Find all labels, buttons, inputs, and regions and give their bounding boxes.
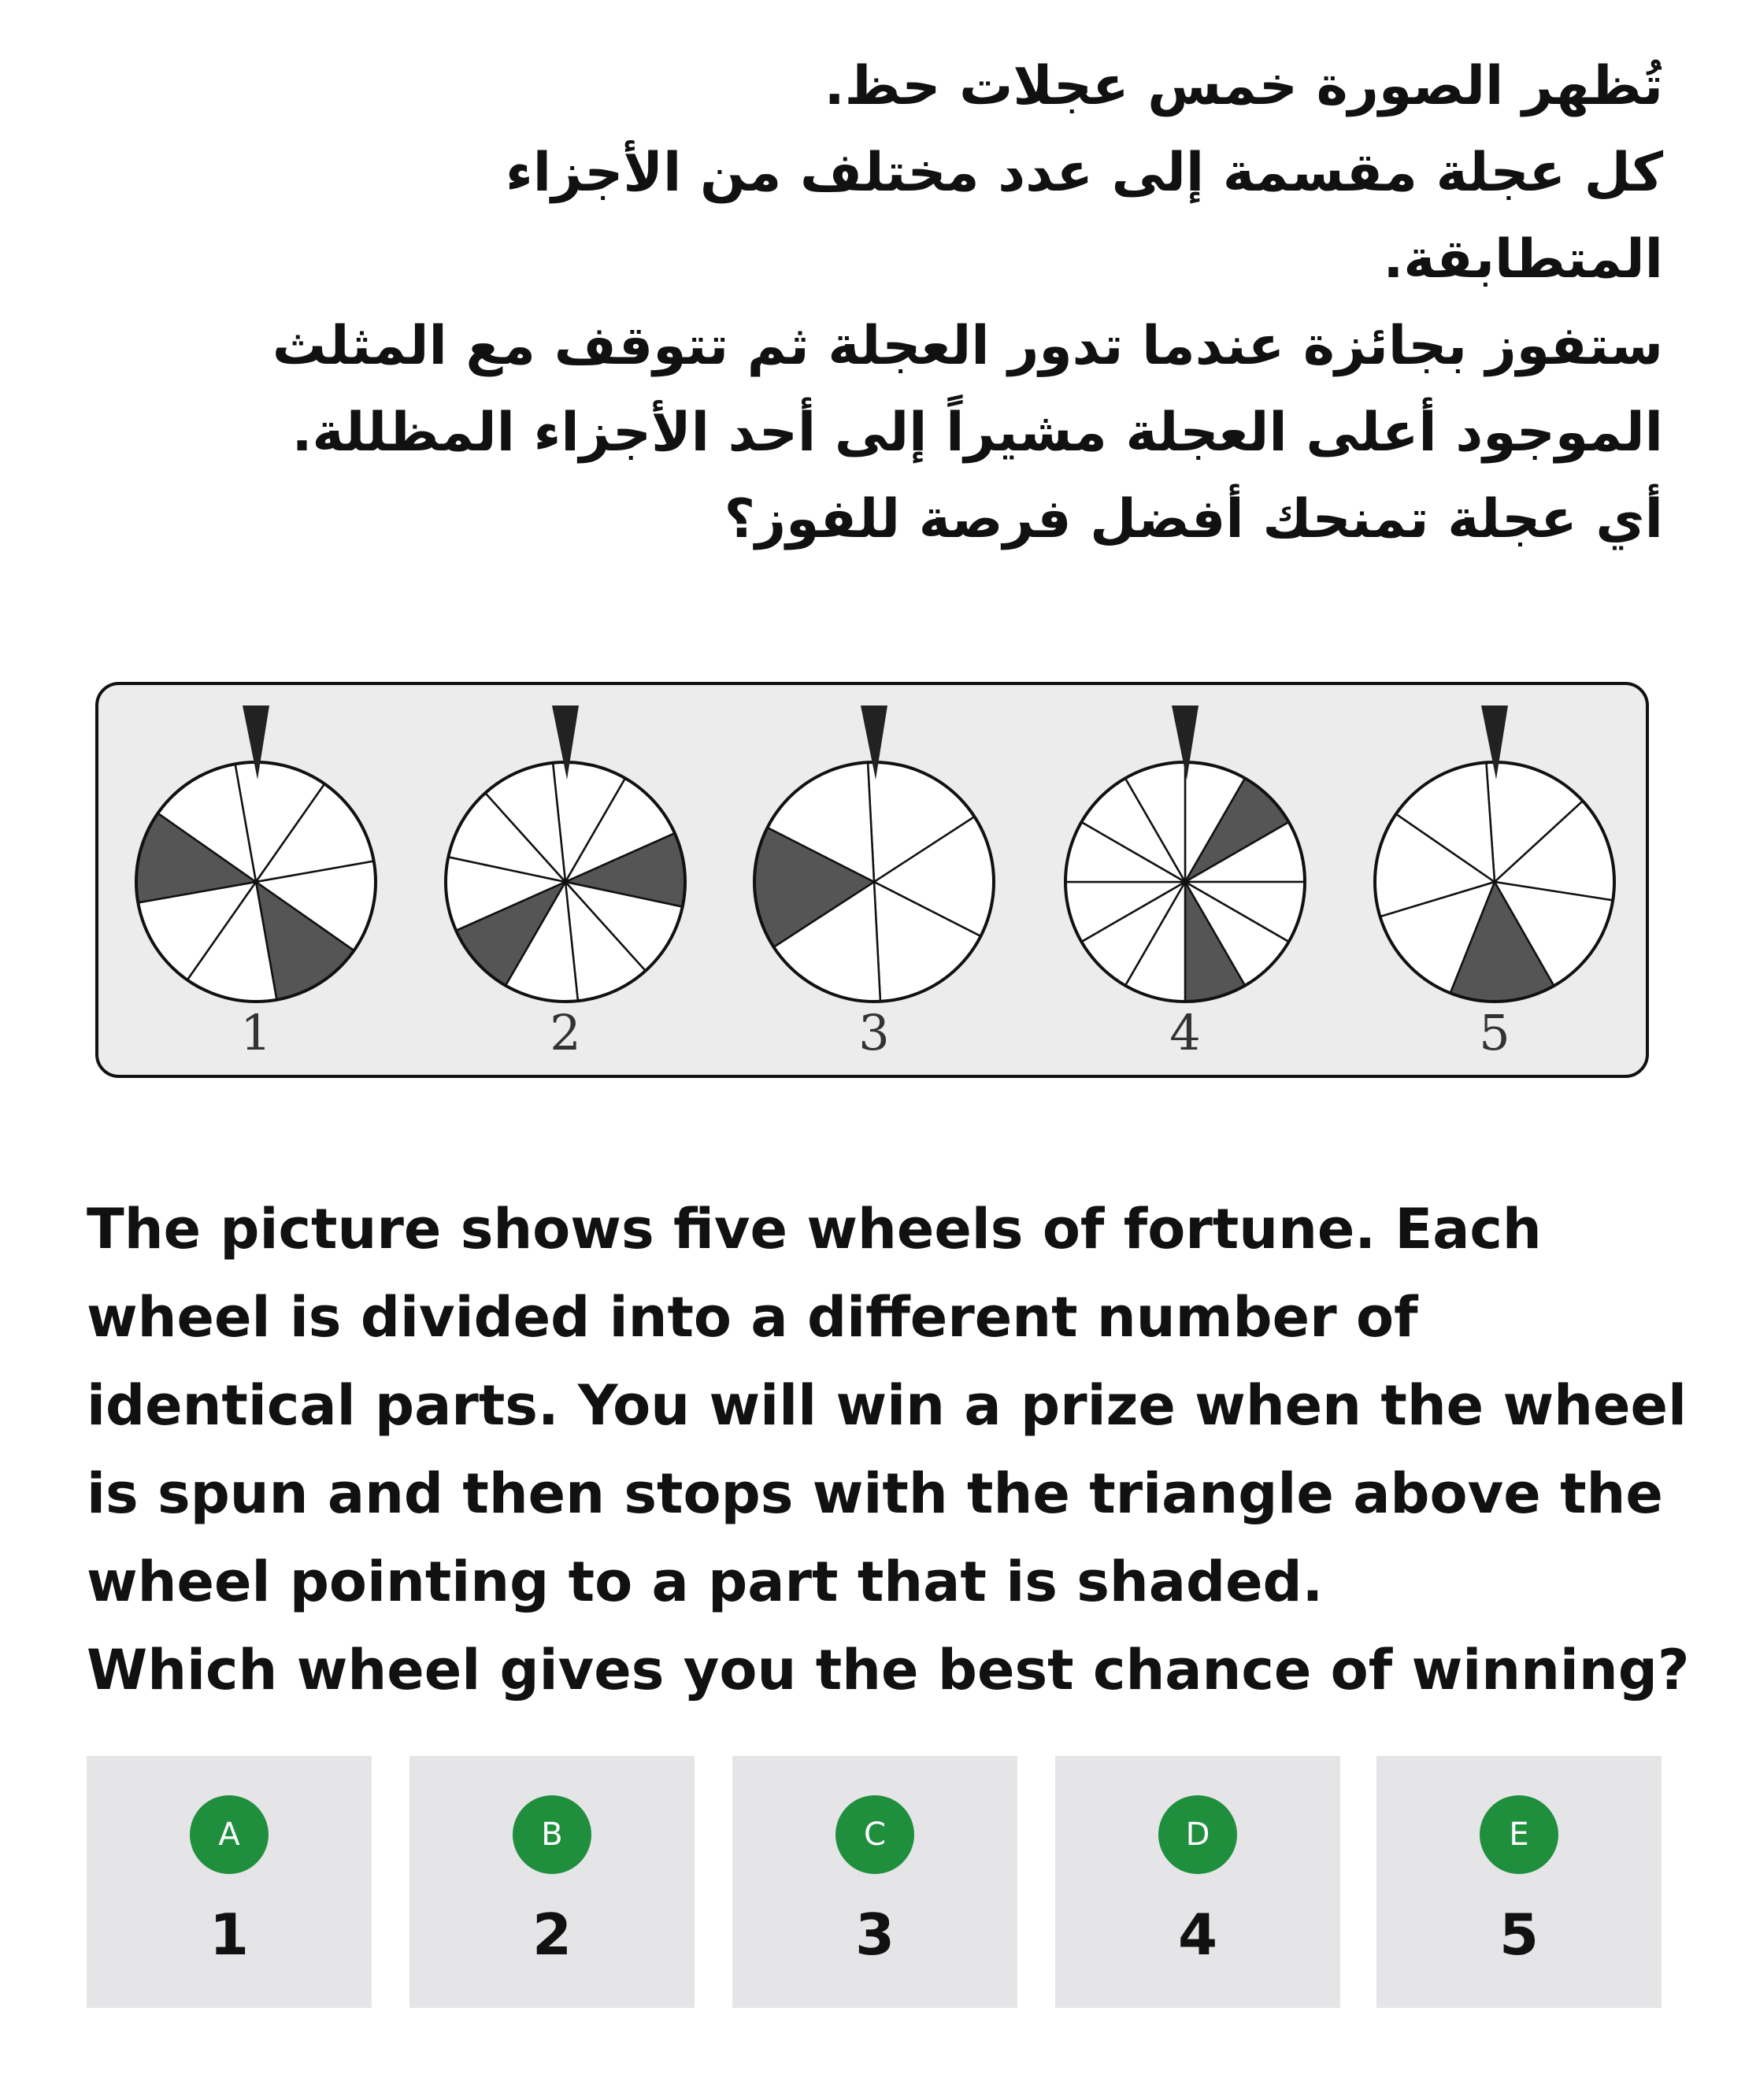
option-value: 4 (1177, 1902, 1218, 1968)
question-english (87, 1185, 1690, 1714)
option-letter-badge: B (513, 1795, 591, 1874)
question-arabic-line: الموجود أعلى العجلة مشيراً إلى أحد الأجزاء المظللة. (291, 402, 1663, 464)
wheel-label: 5 (1479, 1004, 1510, 1061)
wheels-figure (94, 681, 1650, 1079)
option-d[interactable] (1055, 1756, 1340, 2008)
option-value: 5 (1499, 1902, 1539, 1968)
option-a[interactable] (87, 1756, 372, 2008)
question-arabic-line: ستفوز بجائزة عندما تدور العجلة ثم تتوقف مع المثلث (272, 315, 1663, 377)
option-value: 2 (532, 1902, 572, 1968)
answer-options (87, 1756, 1662, 2008)
option-value: 1 (209, 1902, 250, 1968)
option-letter-badge: E (1480, 1795, 1558, 1874)
option-letter-badge: D (1158, 1795, 1237, 1874)
option-c[interactable] (732, 1756, 1017, 2008)
wheel-label: 1 (240, 1004, 272, 1061)
question-arabic-line: كل عجلة مقسمة إلى عدد مختلف من الأجزاء (506, 142, 1663, 204)
question-arabic (110, 43, 1663, 563)
wheel-label: 3 (858, 1004, 890, 1061)
option-e[interactable] (1376, 1756, 1662, 2008)
question-english-line: Which wheel gives you the best chance of winning? (87, 1638, 1690, 1702)
question-english-line: The picture shows five wheels of fortune. Each (87, 1197, 1542, 1261)
question-arabic-line: أي عجلة تمنحك أفضل فرصة للفوز؟ (724, 488, 1663, 550)
question-english-line: is spun and then stops with the triangle above the (87, 1461, 1663, 1526)
wheel-label: 4 (1169, 1004, 1201, 1061)
question-arabic-line: تُظهر الصورة خمس عجلات حظ. (824, 55, 1663, 117)
question-english-line: wheel is divided into a different number of (87, 1285, 1418, 1350)
wheel-label: 2 (550, 1004, 581, 1061)
option-value: 3 (854, 1902, 895, 1968)
question-english-line: identical parts. You will win a prize when the wheel (87, 1373, 1687, 1438)
question-arabic-line: المتطابقة. (1383, 228, 1663, 291)
option-letter-badge: C (835, 1795, 914, 1874)
option-letter-badge: A (190, 1795, 269, 1874)
option-b[interactable] (409, 1756, 695, 2008)
question-english-line: wheel pointing to a part that is shaded. (87, 1550, 1324, 1614)
